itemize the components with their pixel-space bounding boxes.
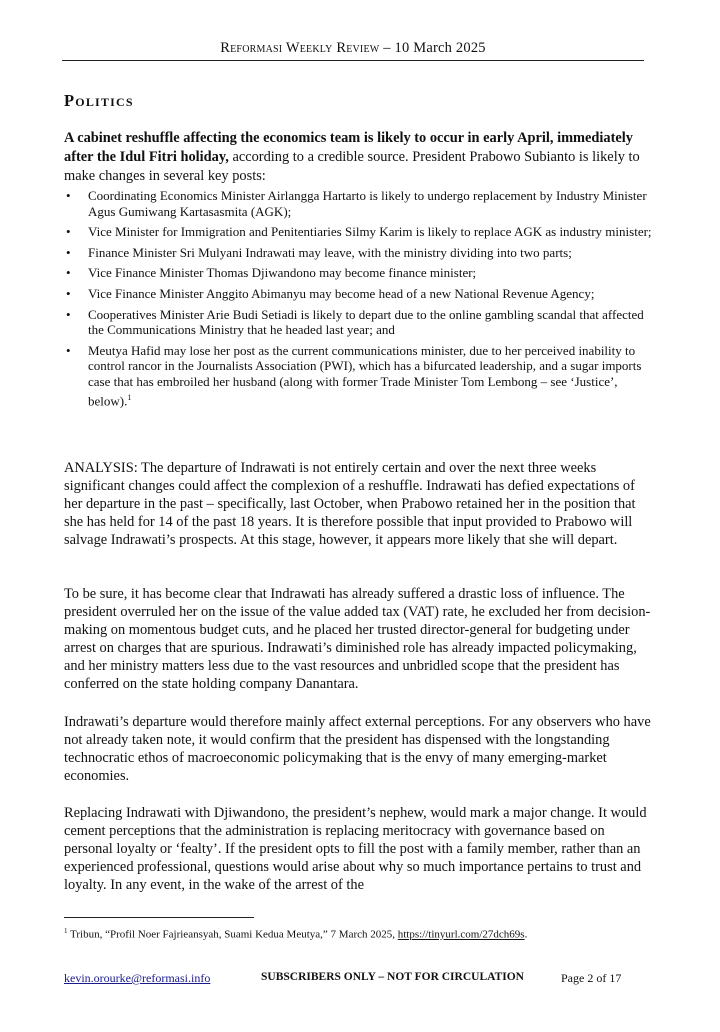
footnote-link[interactable]: https://tinyurl.com/27dch69s xyxy=(397,928,525,941)
header-separator: – xyxy=(383,40,391,56)
lead-bold-text: A cabinet reshuffle affecting the economics team is likely to occur in early April, immediately after the Idul Fitri holiday, xyxy=(64,130,633,165)
page-number: Page 2 of 17 xyxy=(561,971,622,985)
lead-paragraph xyxy=(64,129,654,186)
bullet-icon: • xyxy=(66,306,71,322)
list-item: • Vice Finance Minister Anggito Abimanyu may become head of a new National Revenue Agency; xyxy=(66,285,595,301)
running-header xyxy=(62,40,644,57)
issue-date: 10 March 2025 xyxy=(394,40,486,56)
footnote: $^1$ Tribun, “Profil Noer Fajrieansyah, Suami Kedua Meutya,” 7 March 2025, https://tinyurl.com/27dch69s. xyxy=(64,927,528,941)
bullet-icon: • xyxy=(66,285,71,301)
footnote-number: 1 xyxy=(64,927,68,935)
reshuffle-list xyxy=(64,188,660,413)
list-item: • Meutya Hafid may lose her post as the current communications minister, due to her perceived inability to control rancor in the Journalists Association (PWI), which has a bifurcated leadership, and a sugar imports case that has embroiled her husband (along with former Trade Minister Tom Lembong – see ‘Justice’, below).$^1$ xyxy=(66,342,642,408)
bullet-icon: • xyxy=(66,342,71,358)
footnote-ref[interactable]: 1 xyxy=(127,392,132,402)
list-item: • Cooperatives Minister Arie Budi Setiadi is likely to depart due to the online gambling scandal that affected the Communications Ministry that he headed last year; and xyxy=(66,306,644,338)
circulation-notice: SUBSCRIBERS ONLY – NOT FOR CIRCULATION xyxy=(261,971,524,983)
lead-rest-text: according to a credible source. President Prabowo Subianto is likely to make changes in several key posts: xyxy=(64,149,640,184)
footnote-text: Tribun, “Profil Noer Fajrieansyah, Suami Kedua Meutya,” 7 March 2025, xyxy=(67,928,398,941)
body-paragraph: Replacing Indrawati with Djiwandono, the president’s nephew, would mark a major change. It would cement perceptions that the administration is replacing meritocracy with governance based on personal loyalty or ‘fealty’. If the president opts to fill the post with a family member, rather than an experienced professional, questions would arise about why so much importance pertains to trust and loyalty. In any event, in the wake of the arrest of the xyxy=(64,805,647,893)
body-paragraph: Indrawati’s departure would therefore mainly affect external perceptions. For any observers who have not already taken note, it would confirm that the president has dispensed with the longstanding technocratic ethos of macroeconomic policymaking that is the envy of many emerging-market economies. xyxy=(64,714,651,784)
publication-title: Reformasi Weekly Review xyxy=(220,40,380,56)
bullet-icon: • xyxy=(66,265,71,281)
footnote-divider xyxy=(64,917,254,918)
bullet-icon: • xyxy=(66,244,71,260)
body-paragraph: To be sure, it has become clear that Indrawati has already suffered a drastic loss of influence. The president overruled her on the issue of the value added tax (VAT) rate, he excluded her from decision-making on momentous budget cuts, and he placed her trusted director-general for budgeting under arrest on charges that are spurious. Indrawati’s diminished role has already impacted policymaking, and her ministry matters less due to the vast resources and unbridled scope that the president has conferred on the state holding company Danantara. xyxy=(64,586,651,692)
header-divider xyxy=(62,60,644,61)
bullet-icon: • xyxy=(66,188,71,203)
list-item: • Vice Finance Minister Thomas Djiwandono may become finance minister; xyxy=(66,265,477,281)
list-item: • Finance Minister Sri Mulyani Indrawati may leave, with the ministry dividing into two parts; xyxy=(66,244,572,260)
footer-email-link[interactable]: kevin.orourke@reformasi.info xyxy=(64,971,211,985)
list-item: • Coordinating Economics Minister Airlangga Hartarto is likely to undergo replacement by Industry Minister Agus Gumiwang Kartasasmita (AGK); xyxy=(66,188,647,219)
analysis-paragraph: ANALYSIS: The departure of Indrawati is not entirely certain and over the next three weeks significant changes could affect the complexion of a reshuffle. Indrawati has defied expectations of her departure in the past – specifically, last October, when Prabowo retained her in the position that she has held for 14 of the past 18 years. It is therefore possible that input provided to Prabowo will salvage Indrawati’s prospects. At this stage, however, it appears more likely that she will depart. xyxy=(64,460,636,548)
section-title: Politics xyxy=(64,91,134,110)
bullet-icon: • xyxy=(66,224,71,240)
list-item: • Vice Minister for Immigration and Penitentiaries Silmy Karim is likely to replace AGK as industry minister; xyxy=(66,224,652,240)
